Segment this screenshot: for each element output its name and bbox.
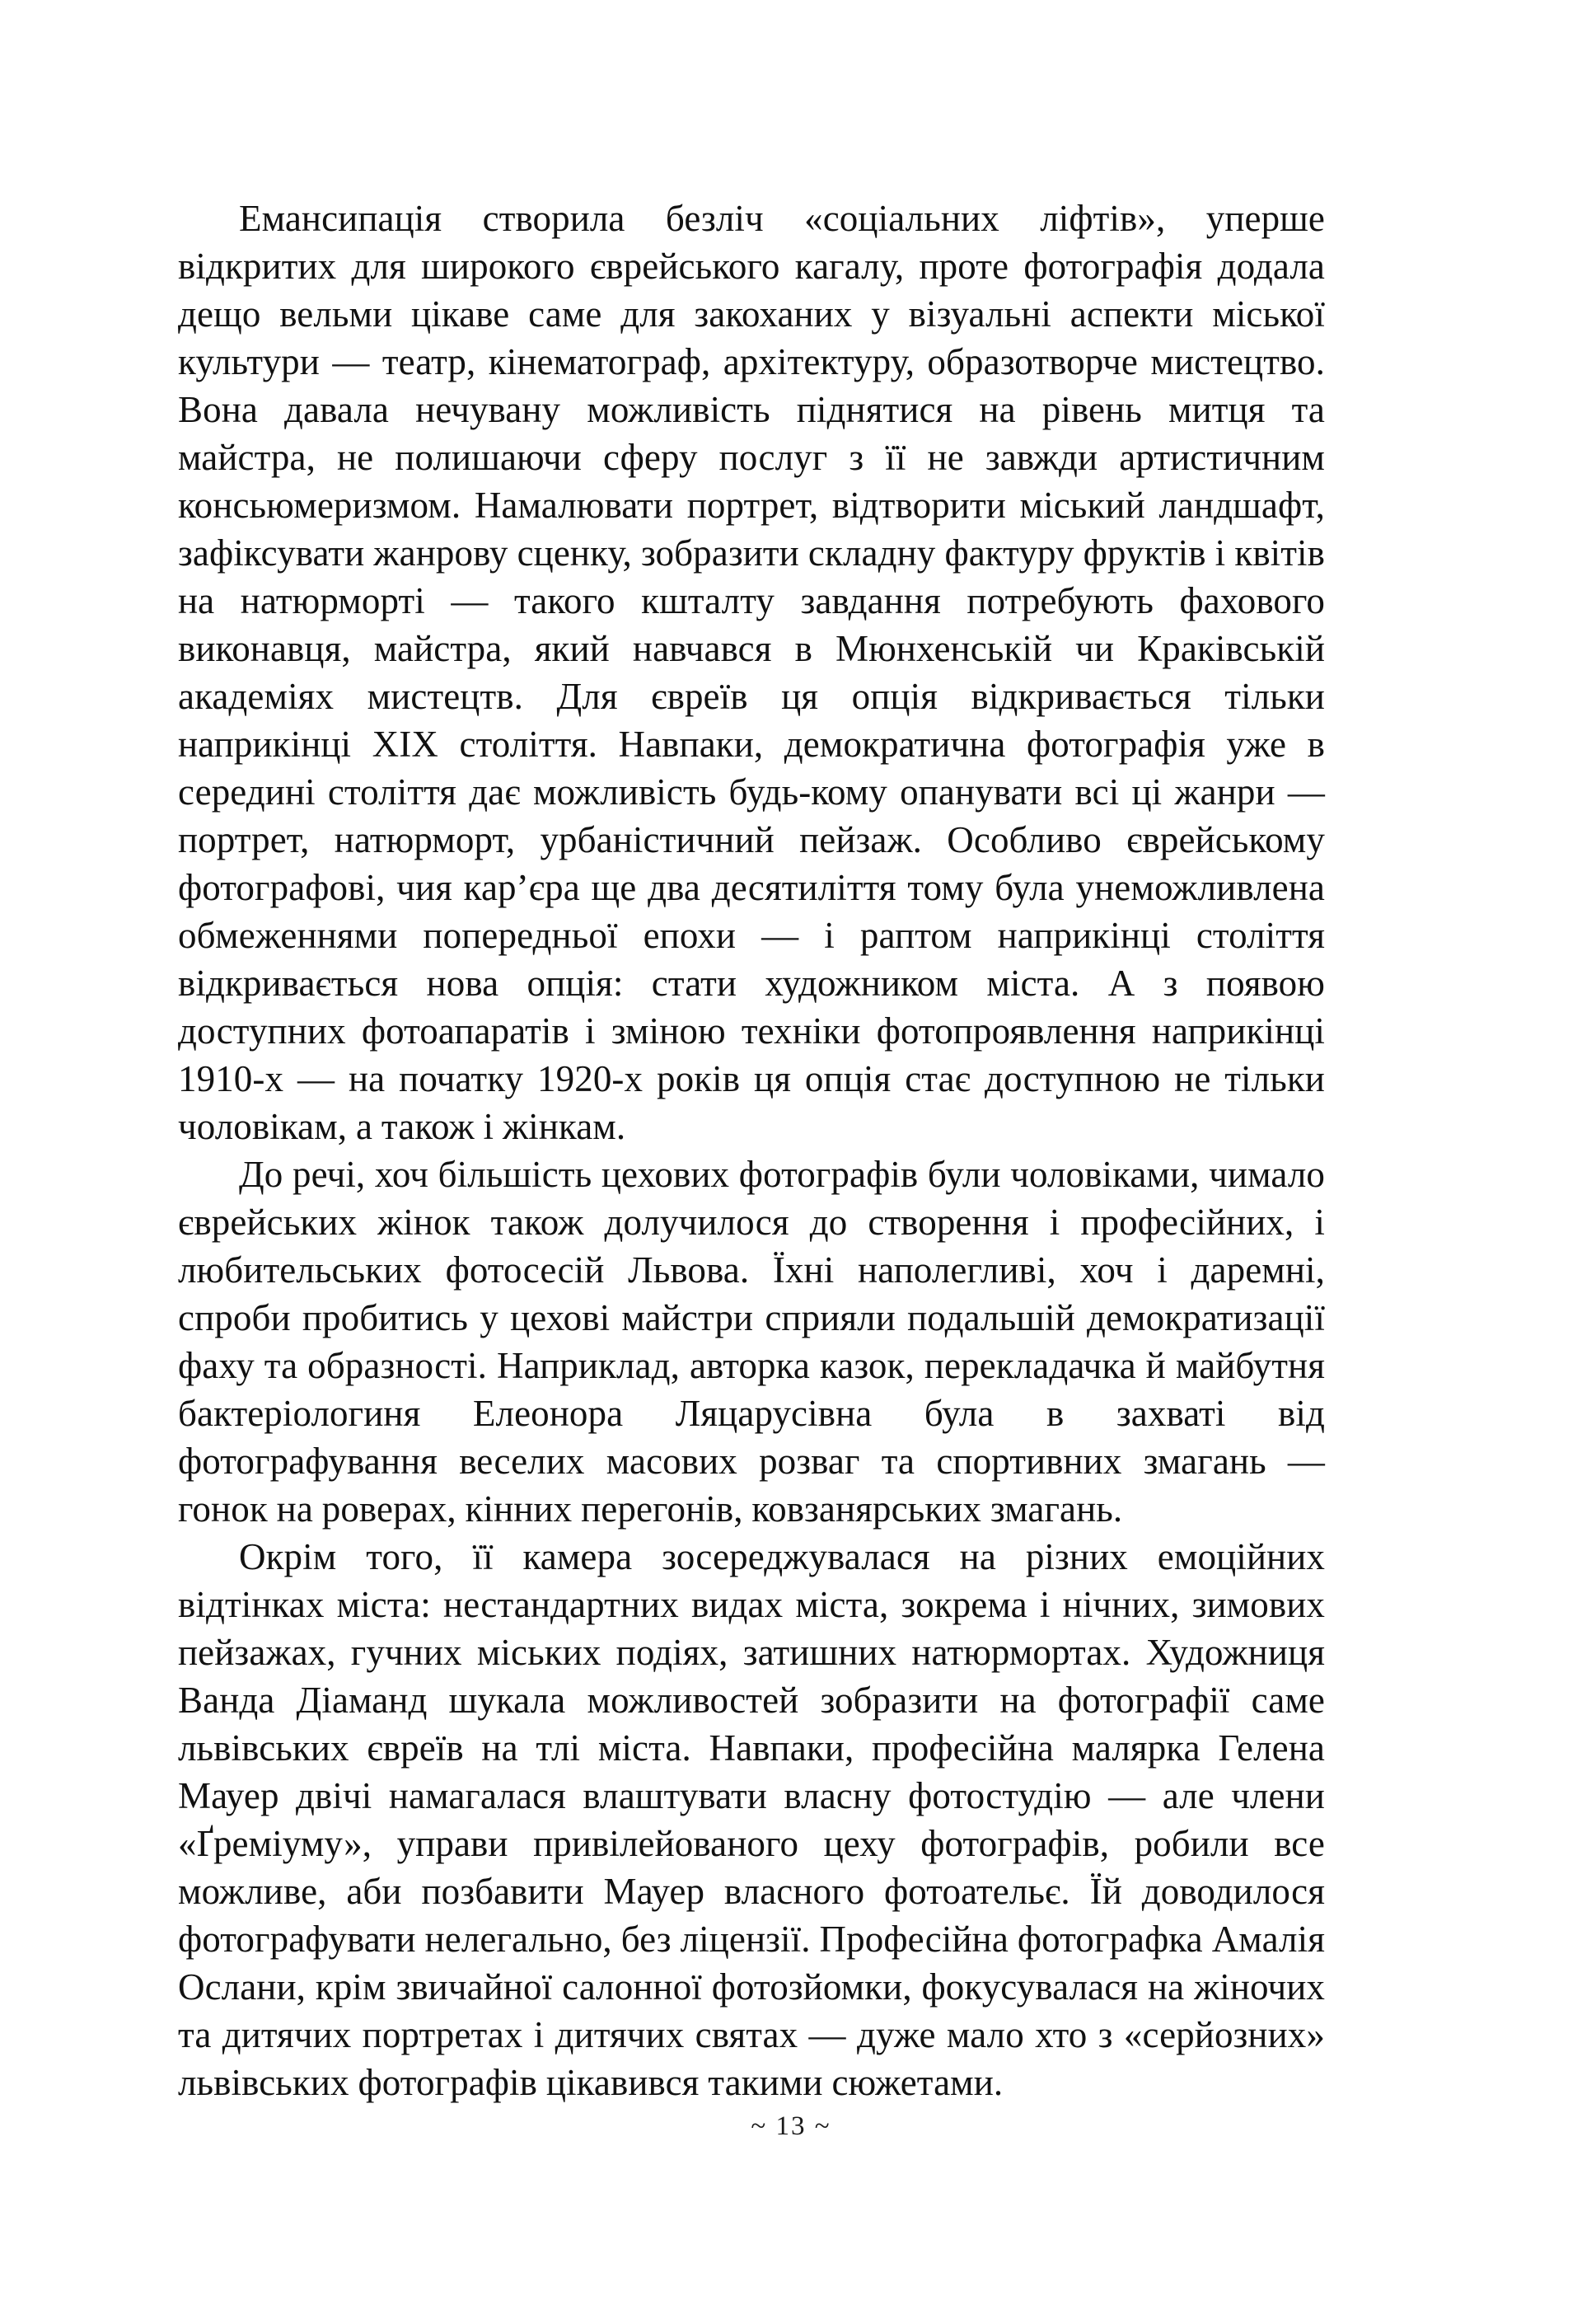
body-text-column	[178, 194, 1325, 2106]
paragraph-2: До речі, хоч більшість цехових фотографів були чоловіками, чимало єврейських жінок також долучилося до створення і професійних, і любительських фотосесій Львова. Їхні наполегливі, хоч і даремні, спроби пробитись у цехові майстри сприяли подальшій демократизації фаху та образності. Наприклад, авторка казок, перекладачка й майбутня бактеріологиня Елеонора Ляцарусівна була в захваті від фотографування веселих масових розваг та спортивних змагань — гонок на роверах, кінних перегонів, ковзанярських змагань.	[178, 1154, 1325, 1530]
paragraph-3: Окрім того, її камера зосереджувалася на різних емоційних відтінках міста: нестандартних видах міста, зокрема і нічних, зимових пейзажах, гучних міських подіях, затишних натюрмортах. Художниця Ванда Діаманд шукала можливостей зобразити на фотографії саме львівських євреїв на тлі міста. Навпаки, професійна малярка Гелена Мауер двічі намагалася влаштувати власну фотостудію — але члени «Ґреміуму», управи привілейованого цеху фотографів, робили все можливе, аби позбавити Мауер власного фотоательє. Їй доводилося фотографувати нелегально, без ліцензії. Професійна фотографка Амалія Ослани, крім звичайної салонної фотозйомки, фокусувалася на жіночих та дитячих портретах і дитячих святах — дуже мало хто з «серйозних» львівських фотографів цікавився такими сюжетами.	[178, 1536, 1325, 2103]
page-footer	[0, 2110, 1582, 2143]
page-number: ~ 13 ~	[751, 2111, 831, 2141]
paragraph-1: Емансипація створила безліч «соціальних ліфтів», уперше відкритих для широкого єврейського кагалу, проте фотографія додала дещо вельми цікаве саме для закоханих у візуальні аспекти міської культури — театр, кінематограф, архітектуру, образотворче мистецтво. Вона давала нечувану можливість піднятися на рівень митця та майстра, не полишаючи сферу послуг з її не завжди артистичним консьюмеризмом. Намалювати портрет, відтворити міський ландшафт, зафіксувати жанрову сценку, зобразити складну фактуру фруктів і квітів на натюрморті — такого кшталту завдання потребують фахового виконавця, майстра, який навчався в Мюнхенській чи Краківській академіях мистецтв. Для євреїв ця опція відкривається тільки наприкінці XIX століття. Навпаки, демократична фотографія уже в середині століття дає можливість будь-кому опанувати всі ці жанри — портрет, натюрморт, урбаністичний пейзаж. Особливо єврейському фотографові, чия кар’єра ще два десятиліття тому була унеможливлена обмеженнями попередньої епохи — і раптом наприкінці століття відкривається нова опція: стати художником міста. А з появою доступних фотоапаратів і зміною техніки фотопроявлення наприкінці 1910-х — на початку 1920-х років ця опція стає доступною не тільки чоловікам, а також і жінкам.	[178, 198, 1325, 1147]
